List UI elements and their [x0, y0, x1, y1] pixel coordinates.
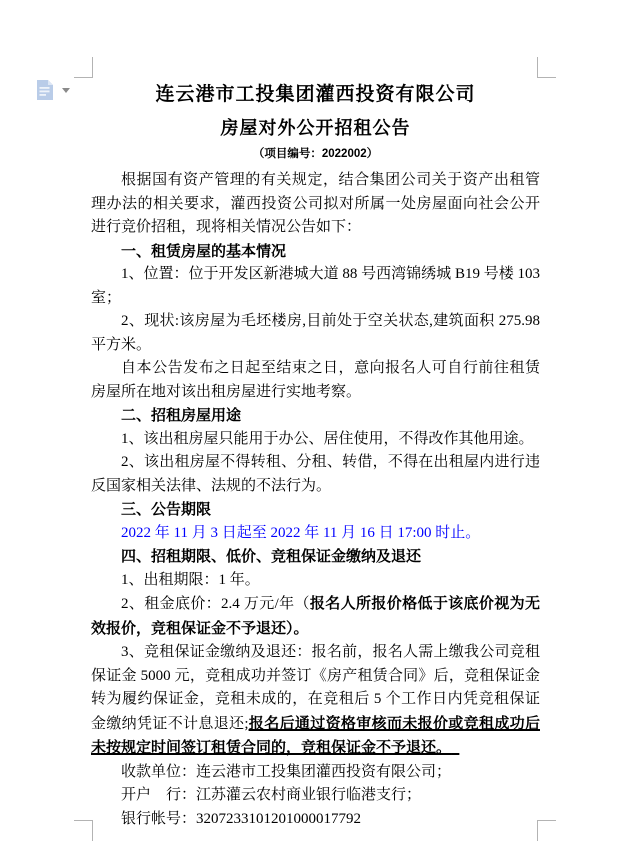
paragraph: 3、竞租保证金缴纳及退还：报名前，报名人需上缴我公司竞租保证金 5000 元，竞租成功并签订《房产租赁合同》后，竞租保证金转为履约保证金，竞租未成的，在竞租后 5 个工作日内凭竞租保证金缴纳凭证不计息退还;报名后通过资格审核而未报价或竞租成功后未按规定时间签订租赁合同的，竞租保证金不予退还。 [91, 644, 540, 756]
paragraph: 根据国有资产管理的有关规定，结合集团公司关于资产出租管理办法的相关要求，灌西投资公司拟对所属一处房屋面向社会公开进行竞价招租，现将相关情况公告如下： [91, 172, 540, 235]
section-heading: 一、租赁房屋的基本情况 [121, 242, 287, 260]
paragraph: 自本公告发布之日起至结束之日，意向报名人可自行前往租赁房屋所在地对该出租房屋进行实地考察。 [91, 360, 540, 400]
section-heading: 三、公告期限 [121, 501, 212, 518]
paragraph: 1、位置：位于开发区新港城大道 88 号西湾锦绣城 B19 号楼 103 室； [91, 266, 540, 306]
paragraph: 银行帐号：3207233101201000017792 [121, 810, 362, 827]
section-heading: 二、招租房屋用途 [121, 407, 242, 424]
chevron-down-icon [62, 88, 70, 93]
paste-options-button[interactable] [35, 79, 75, 103]
text-boundary-mark-top-right [537, 57, 556, 78]
paragraph: 2、现状:该房屋为毛坯楼房,目前处于空关状态,建筑面积 275.98 平方米。 [91, 313, 540, 353]
paragraph: 开户 行：江苏灌云农村商业银行临港支行； [121, 787, 422, 803]
text-boundary-mark-top-left [74, 57, 93, 78]
paragraph: 2、租金底价：2.4 万元/年（报名人所报价格低于该底价视为无效报价，竞租保证金不予退还）。 [91, 595, 540, 637]
document-content [91, 80, 540, 831]
document-subtitle: 房屋对外公开招租公告 [220, 118, 411, 138]
document-title: 连云港市工投集团灌西投资有限公司 [155, 84, 476, 105]
paste-icon [35, 79, 55, 101]
section-heading: 四、招租期限、低价、竞租保证金缴纳及退还 [121, 548, 422, 565]
paragraph: 收款单位：连云港市工投集团灌西投资有限公司； [121, 763, 452, 780]
paragraph: 1、出租期限：1 年。 [121, 571, 260, 588]
paragraph: 2、该出租房屋不得转租、分租、转借，不得在出租屋内进行违反国家相关法律、法规的不法行为。 [91, 454, 540, 494]
paragraph: 2022 年 11 月 3 日起至 2022 年 11 月 16 日 17:00 时止。 [121, 524, 481, 541]
document-body [91, 169, 540, 831]
paragraph: 1、该出租房屋只能用于办公、居住使用，不得改作其他用途。 [121, 430, 534, 447]
project-number: （项目编号：2022002） [252, 148, 379, 160]
